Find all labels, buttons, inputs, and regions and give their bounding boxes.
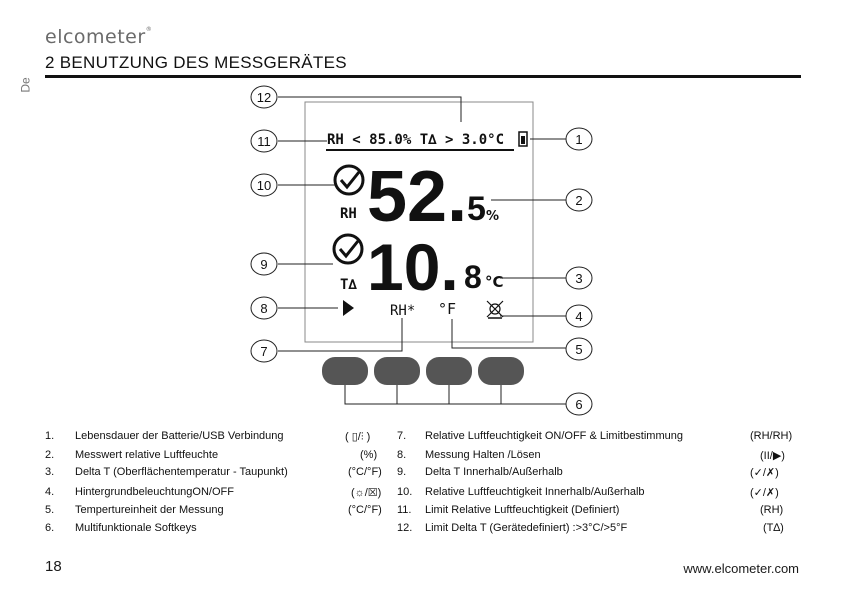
softkey-3[interactable]	[426, 357, 472, 385]
callout-7: 7	[260, 344, 268, 359]
dt-label: T∆	[340, 277, 357, 293]
callout-3: 3	[575, 271, 583, 286]
callout-8: 8	[260, 301, 268, 316]
callout-1: 1	[575, 132, 583, 147]
rh-reading	[335, 157, 499, 237]
language-tab: De	[18, 77, 33, 93]
page-number: 18	[45, 558, 62, 575]
callout-10: 10	[256, 178, 272, 193]
callout-4: 4	[575, 309, 583, 324]
callout-11: 11	[257, 134, 271, 149]
dt-in-limit-check-icon	[334, 235, 362, 263]
callout-12: 12	[256, 90, 272, 105]
page-heading: 2 BENUTZUNG DES MESSGERÄTES	[45, 53, 347, 72]
rh-label: RH	[340, 206, 357, 222]
callout-2: 2	[575, 193, 583, 208]
dt-value-decimal: 8	[464, 259, 482, 295]
limit-status-line	[326, 132, 527, 150]
dt-value-main: 10.	[367, 230, 459, 304]
fahrenheit-unit: °F	[438, 300, 457, 318]
backlight-off-icon	[487, 301, 503, 318]
rh-in-limit-check-icon	[335, 166, 363, 194]
callout-5: 5	[575, 342, 583, 357]
rh-limit-setting: RH*	[390, 303, 416, 319]
delta-t-reading	[334, 230, 504, 304]
softkey-1[interactable]	[322, 357, 368, 385]
softkey-4[interactable]	[478, 357, 524, 385]
logo-registered-mark: ®	[145, 26, 153, 33]
softkey-2[interactable]	[374, 357, 420, 385]
logo-text: elcometer	[45, 26, 146, 48]
play-icon	[343, 300, 354, 316]
callout-6: 6	[575, 397, 583, 412]
dt-unit: °C	[485, 273, 504, 291]
limit-text: RH < 85.0% T∆ > 3.0°C	[327, 132, 505, 148]
callout-9: 9	[260, 257, 268, 272]
rh-value-main: 52.	[367, 157, 468, 237]
rh-unit: %	[486, 209, 500, 224]
rh-value-decimal: 5	[467, 190, 486, 228]
footer-url: www.elcometer.com	[683, 561, 799, 576]
